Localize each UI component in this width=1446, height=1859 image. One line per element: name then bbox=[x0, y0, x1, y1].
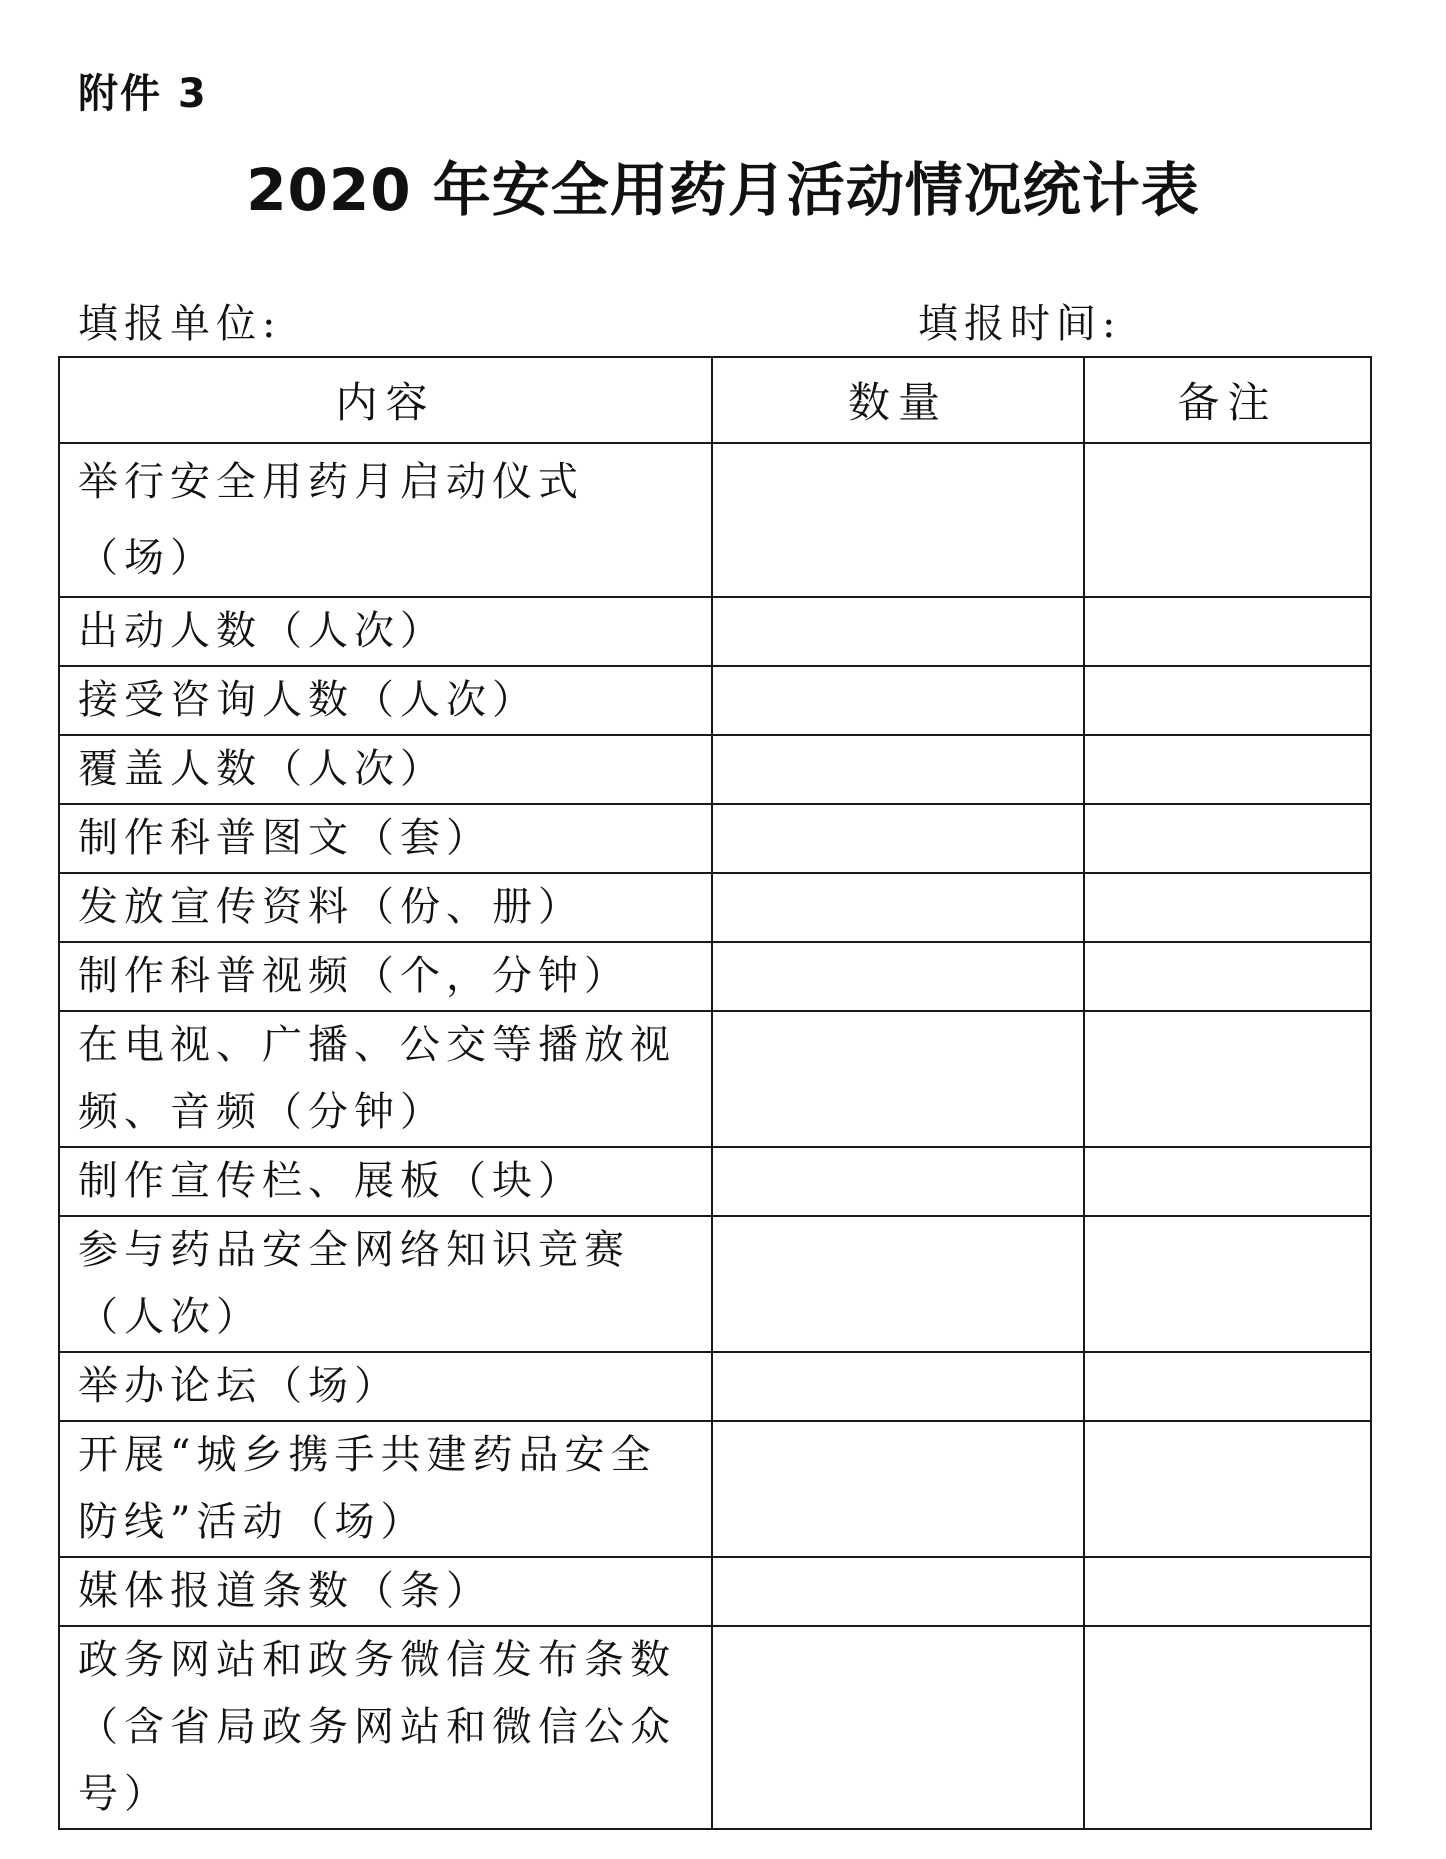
row-item-label: 接受咨询人数（人次） bbox=[59, 666, 712, 735]
table-row bbox=[59, 804, 1371, 873]
quantity-cell[interactable] bbox=[712, 1557, 1084, 1626]
reporting-time-label: 填报时间: bbox=[918, 301, 1122, 347]
quantity-cell[interactable] bbox=[712, 942, 1084, 1011]
quantity-cell[interactable] bbox=[712, 1216, 1084, 1352]
column-header-quantity: 数量 bbox=[712, 357, 1084, 443]
row-item-label: 开展“城乡携手共建药品安全防线”活动（场） bbox=[59, 1421, 712, 1557]
row-item-label: 举行安全用药月启动仪式（场） bbox=[59, 443, 712, 597]
note-cell[interactable] bbox=[1084, 1216, 1371, 1352]
row-item-label: 参与药品安全网络知识竞赛（人次） bbox=[59, 1216, 712, 1352]
table-row bbox=[59, 1011, 1371, 1147]
row-item-label: 出动人数（人次） bbox=[59, 597, 712, 666]
quantity-cell[interactable] bbox=[712, 1352, 1084, 1421]
table-row bbox=[59, 735, 1371, 804]
note-cell[interactable] bbox=[1084, 597, 1371, 666]
row-item-label: 政务网站和政务微信发布条数（含省局政务网站和微信公众号） bbox=[59, 1626, 712, 1829]
note-cell[interactable] bbox=[1084, 1147, 1371, 1216]
row-item-label: 制作宣传栏、展板（块） bbox=[59, 1147, 712, 1216]
quantity-cell[interactable] bbox=[712, 443, 1084, 597]
table-row bbox=[59, 942, 1371, 1011]
table-row bbox=[59, 873, 1371, 942]
note-cell[interactable] bbox=[1084, 942, 1371, 1011]
column-header-content: 内容 bbox=[59, 357, 712, 443]
table-header-row bbox=[59, 357, 1371, 443]
note-cell[interactable] bbox=[1084, 443, 1371, 597]
row-item-label: 举办论坛（场） bbox=[59, 1352, 712, 1421]
row-item-label: 制作科普图文（套） bbox=[59, 804, 712, 873]
note-cell[interactable] bbox=[1084, 735, 1371, 804]
row-item-label: 媒体报道条数（条） bbox=[59, 1557, 712, 1626]
table-row bbox=[59, 597, 1371, 666]
statistics-table bbox=[58, 356, 1372, 1830]
table-row bbox=[59, 1147, 1371, 1216]
quantity-cell[interactable] bbox=[712, 1011, 1084, 1147]
note-cell[interactable] bbox=[1084, 1626, 1371, 1829]
row-item-label: 制作科普视频（个，分钟） bbox=[59, 942, 712, 1011]
table-row bbox=[59, 1352, 1371, 1421]
quantity-cell[interactable] bbox=[712, 1421, 1084, 1557]
note-cell[interactable] bbox=[1084, 804, 1371, 873]
quantity-cell[interactable] bbox=[712, 873, 1084, 942]
quantity-cell[interactable] bbox=[712, 1147, 1084, 1216]
note-cell[interactable] bbox=[1084, 1421, 1371, 1557]
note-cell[interactable] bbox=[1084, 666, 1371, 735]
quantity-cell[interactable] bbox=[712, 1626, 1084, 1829]
table-row bbox=[59, 1421, 1371, 1557]
quantity-cell[interactable] bbox=[712, 735, 1084, 804]
attachment-label: 附件 3 bbox=[78, 71, 208, 117]
note-cell[interactable] bbox=[1084, 1011, 1371, 1147]
note-cell[interactable] bbox=[1084, 1352, 1371, 1421]
table-row bbox=[59, 1216, 1371, 1352]
note-cell[interactable] bbox=[1084, 1557, 1371, 1626]
table-row bbox=[59, 443, 1371, 597]
table-row bbox=[59, 1557, 1371, 1626]
page-title: 2020 年安全用药月活动情况统计表 bbox=[246, 156, 1200, 224]
row-item-label: 发放宣传资料（份、册） bbox=[59, 873, 712, 942]
note-cell[interactable] bbox=[1084, 873, 1371, 942]
column-header-note: 备注 bbox=[1084, 357, 1371, 443]
quantity-cell[interactable] bbox=[712, 804, 1084, 873]
table-row bbox=[59, 1626, 1371, 1829]
quantity-cell[interactable] bbox=[712, 597, 1084, 666]
row-item-label: 在电视、广播、公交等播放视频、音频（分钟） bbox=[59, 1011, 712, 1147]
row-item-label: 覆盖人数（人次） bbox=[59, 735, 712, 804]
quantity-cell[interactable] bbox=[712, 666, 1084, 735]
reporting-unit-label: 填报单位: bbox=[78, 301, 282, 347]
table-row bbox=[59, 666, 1371, 735]
